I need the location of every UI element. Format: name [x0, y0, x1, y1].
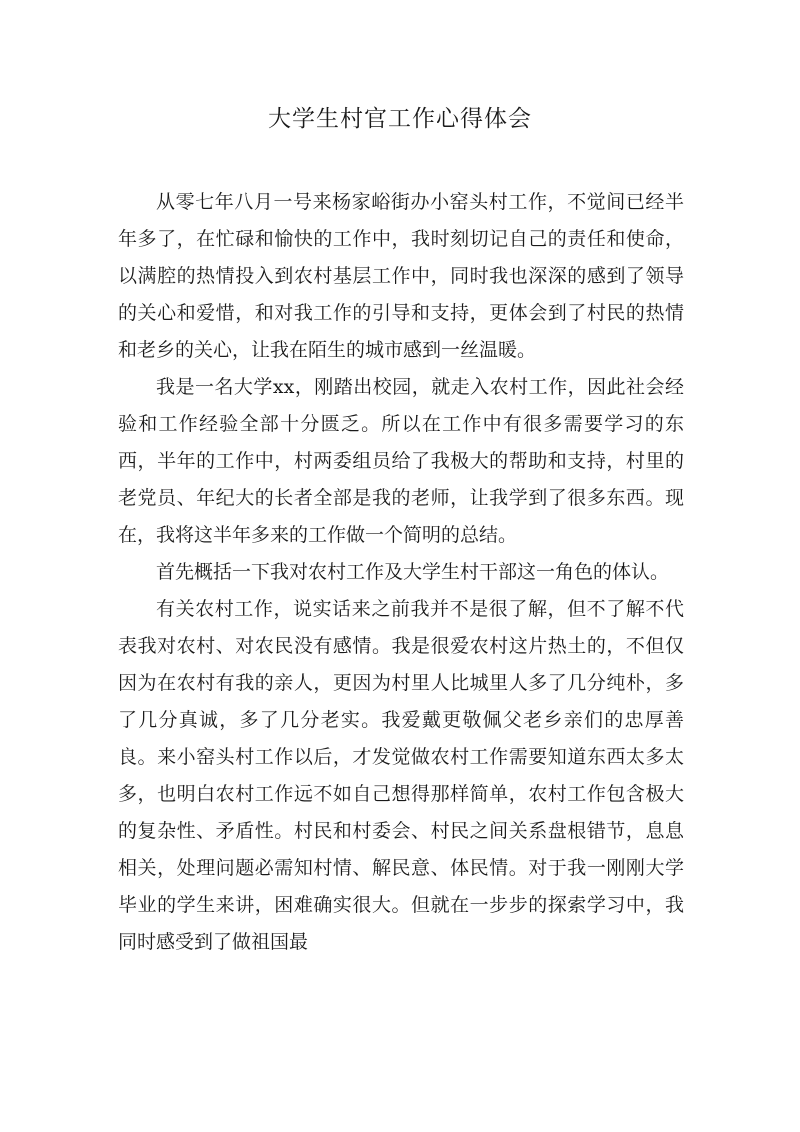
document-body [118, 184, 684, 961]
paragraph-1: 从零七年八月一号来杨家峪街办小窑头村工作，不觉间已经半年多了，在忙碌和愉快的工作中，我时刻切记自己的责任和使命，以满腔的热情投入到农村基层工作中，同时我也深深的感到了领导的关心和爱惜，和对我工作的引导和支持，更体会到了村民的热情和老乡的关心，让我在陌生的城市感到一丝温暖。 [118, 191, 684, 361]
paragraph-2: 我是一名大学xx，刚踏出校园，就走入农村工作，因此社会经验和工作经验全部十分匮乏。所以在工作中有很多需要学习的东西，半年的工作中，村两委组员给了我极大的帮助和支持，村里的老党员、年纪大的长者全部是我的老师，让我学到了很多东西。现在，我将这半年多来的工作做一个简明的总结。 [118, 376, 684, 546]
document-title: 大学生村官工作心得体会 [268, 106, 532, 132]
paragraph-4: 有关农村工作，说实话来之前我并不是很了解，但不了解不代表我对农村、对农民没有感情。我是很爱农村这片热土的，不但仅因为在农村有我的亲人，更因为村里人比城里人多了几分纯朴，多了几分真诚，多了几分老实。我爱戴更敬佩父老乡亲们的忠厚善良。来小窑头村工作以后，才发觉做农村工作需要知道东西太多太多，也明白农村工作远不如自己想得那样简单，农村工作包含极大的复杂性、矛盾性。村民和村委会、村民之间关系盘根错节，息息相关，处理问题必需知村情、解民意、体民情。对于我一刚刚大学毕业的学生来讲，困难确实很大。但就在一步步的探索学习中，我同时感受到了做祖国最 [118, 598, 684, 953]
paragraph-3: 首先概括一下我对农村工作及大学生村干部这一角色的体认。 [156, 561, 670, 583]
